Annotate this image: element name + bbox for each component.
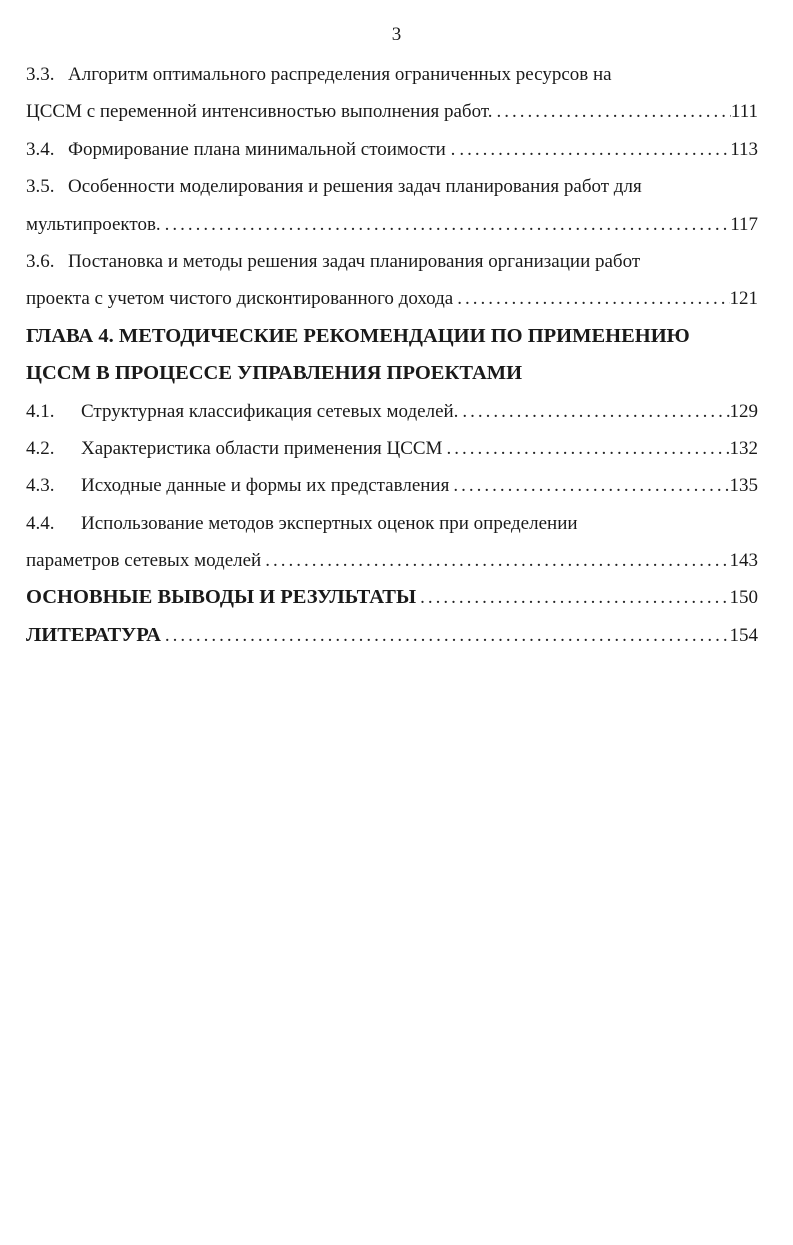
toc-entry-title: ЛИТЕРАТУРА (26, 623, 161, 646)
toc-entry-title: Особенности моделирования и решения задач планирования работ для (68, 176, 642, 198)
toc-entry-literature (26, 617, 758, 654)
leader-dots (458, 393, 729, 430)
leader-dots (492, 93, 730, 130)
leader-dots (161, 617, 730, 654)
toc-entry-number: 3.6. (26, 250, 55, 272)
leader-dots (455, 131, 730, 168)
toc-entry-title: Постановка и методы решения задач планирования организации работ (68, 250, 641, 272)
leader-dots (449, 467, 729, 504)
toc-entry-3-3-line1 (26, 56, 758, 93)
toc-entry-3-5-line2 (26, 206, 758, 243)
toc-entry-3-3-line2 (26, 93, 758, 130)
toc-page-ref: 111 (730, 101, 758, 123)
toc-page-ref: 143 (729, 550, 758, 572)
toc-entry-title: Алгоритм оптимального распределения ограниченных ресурсов на (68, 64, 612, 85)
toc-page-ref: 154 (729, 624, 758, 646)
toc-entry-number: 4.3. (26, 475, 55, 497)
leader-dots (442, 430, 729, 467)
toc-entry-title-continued: параметров сетевых моделей (26, 550, 262, 572)
toc-entry-title-continued: проекта с учетом чистого дисконтированного дохода (26, 288, 454, 310)
toc-entry-title: ОСНОВНЫЕ ВЫВОДЫ И РЕЗУЛЬТАТЫ (26, 586, 417, 609)
toc-page-ref: 121 (729, 288, 758, 310)
toc-entry-title: Структурная классификация сетевых моделей. (81, 400, 459, 422)
toc-page-ref: 117 (730, 213, 758, 235)
toc-entry-4-2 (26, 430, 758, 467)
toc-entry-3-6-line1 (26, 243, 758, 280)
toc-entry-title-continued: мультипроектов. (26, 213, 161, 235)
toc-entry-number: 3.3. (26, 64, 55, 85)
toc-entry-3-6-line2 (26, 280, 758, 317)
toc-entry-number: 3.5. (26, 176, 55, 198)
toc-entry-number: 4.2. (26, 437, 55, 459)
toc-entry-number: 4.4. (26, 512, 55, 534)
leader-dots (161, 206, 731, 243)
chapter-4-heading-line2: ЦССМ В ПРОЦЕССЕ УПРАВЛЕНИЯ ПРОЕКТАМИ (26, 362, 523, 385)
toc-entry-number: 4.1. (26, 400, 55, 422)
toc-page-ref: 135 (729, 475, 758, 497)
toc-entry-number: 3.4. (26, 138, 55, 160)
toc-entry-4-4-line2 (26, 542, 758, 579)
toc-entry-title: Характеристика области применения ЦССМ (81, 437, 443, 459)
toc-entry-4-1 (26, 393, 758, 430)
leader-dots (453, 280, 729, 317)
table-of-contents (26, 56, 758, 654)
toc-entry-3-5-line1 (26, 168, 758, 205)
toc-entry-4-4-line1 (26, 505, 758, 542)
leader-dots (261, 542, 729, 579)
toc-page-ref: 129 (729, 400, 758, 422)
toc-page-ref: 132 (729, 437, 758, 459)
toc-entry-4-3 (26, 467, 758, 504)
toc-entry-conclusions (26, 579, 758, 616)
toc-entry-title-continued: ЦССМ с переменной интенсивностью выполнения работ. (26, 101, 493, 123)
toc-entry-title: Использование методов экспертных оценок при определении (81, 512, 578, 534)
toc-page-ref: 150 (729, 587, 758, 609)
leader-dots (416, 579, 729, 616)
toc-entry-3-4 (26, 131, 758, 168)
toc-entry-title: Формирование плана минимальной стоимости . (68, 138, 456, 160)
toc-page-ref: 113 (730, 138, 758, 160)
page-number: 3 (391, 24, 402, 45)
toc-entry-title: Исходные данные и формы их представления (81, 475, 450, 497)
chapter-4-heading-line1: ГЛАВА 4. МЕТОДИЧЕСКИЕ РЕКОМЕНДАЦИИ ПО ПРИМЕНЕНИЮ (26, 324, 690, 347)
